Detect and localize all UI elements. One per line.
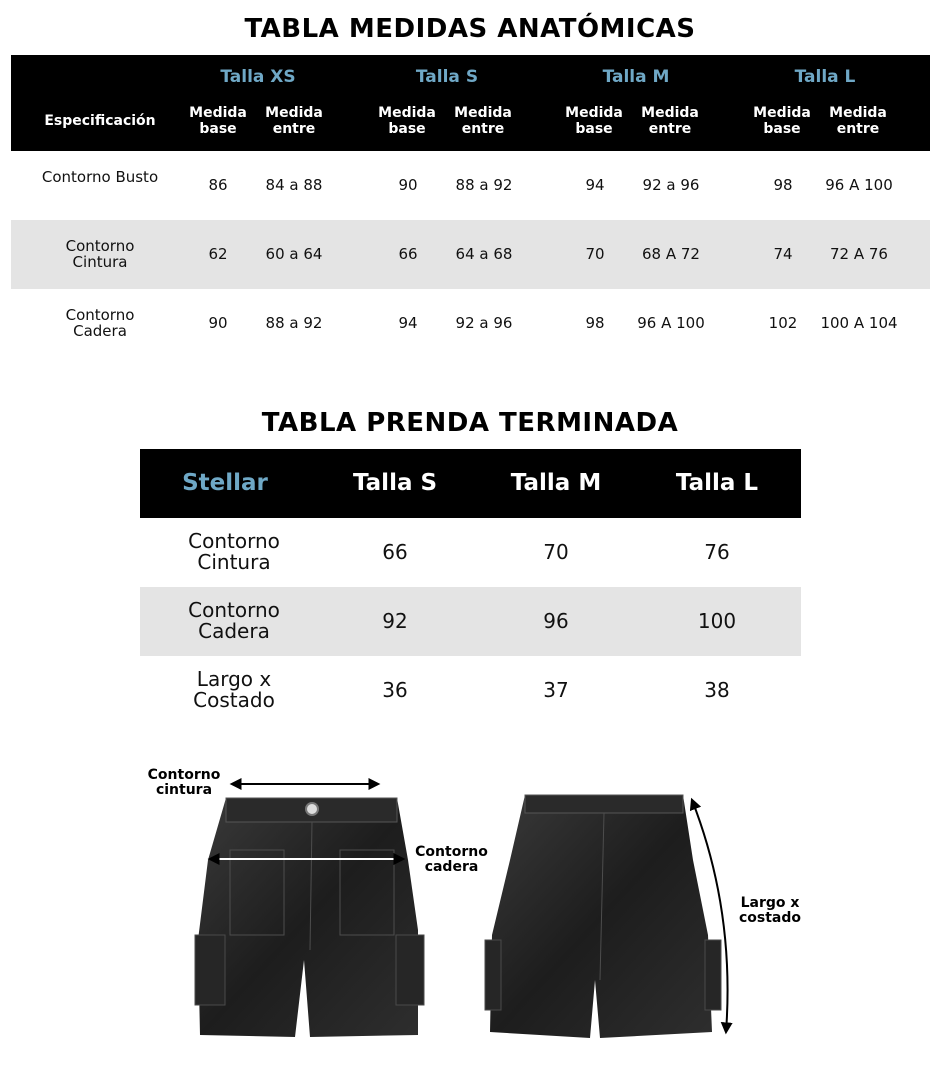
shorts-front <box>195 798 424 1037</box>
cell-value: 94 <box>585 176 605 194</box>
cell-value: 76 <box>704 540 730 564</box>
sub-header-range: Medida entre <box>829 105 887 137</box>
sub-header-base: Medida base <box>189 105 247 137</box>
size-header-l: Talla L <box>794 67 856 87</box>
size-header-l: Talla L <box>675 470 759 496</box>
row-spec: Contorno Cadera <box>65 306 135 340</box>
cell-value: 70 <box>543 540 569 564</box>
cell-value: 100 A 104 <box>820 314 898 332</box>
cell-value: 96 A 100 <box>637 314 705 332</box>
size-header-s: Talla S <box>415 67 479 87</box>
size-header-s: Talla S <box>352 470 438 496</box>
cell-value: 72 A 76 <box>830 245 888 263</box>
button-icon <box>306 803 318 815</box>
cell-value: 62 <box>208 245 228 263</box>
cell-value: 92 <box>382 609 408 633</box>
table-row <box>11 289 930 358</box>
cell-value: 92 a 96 <box>455 314 513 332</box>
size-header-m: Talla M <box>510 470 602 496</box>
table-row <box>140 656 801 725</box>
anatomical-table-header <box>11 55 930 151</box>
cell-value: 96 <box>543 609 569 633</box>
cell-value: 102 <box>768 314 798 332</box>
table-row <box>140 587 801 656</box>
cell-value: 90 <box>398 176 418 194</box>
cell-value: 66 <box>382 540 408 564</box>
cell-value: 74 <box>773 245 793 263</box>
finished-garment-table-header <box>140 449 801 518</box>
row-spec: Contorno Cintura <box>188 529 280 574</box>
table-row <box>140 518 801 587</box>
row-spec: Contorno Cintura <box>65 237 135 271</box>
cell-value: 98 <box>585 314 605 332</box>
finished-garment-table-title: TABLA PRENDA TERMINADA <box>261 408 679 438</box>
cell-value: 70 <box>585 245 605 263</box>
cell-value: 64 a 68 <box>455 245 513 263</box>
cell-value: 86 <box>208 176 228 194</box>
cell-value: 84 a 88 <box>265 176 323 194</box>
sub-header-range: Medida entre <box>454 105 512 137</box>
row-spec: Contorno Cadera <box>188 598 280 643</box>
row-spec: Contorno Busto <box>41 168 159 186</box>
cell-value: 90 <box>208 314 228 332</box>
table-row <box>11 151 930 220</box>
cell-value: 37 <box>543 678 569 702</box>
sub-header-range: Medida entre <box>265 105 323 137</box>
cell-value: 38 <box>704 678 730 702</box>
cell-value: 96 A 100 <box>825 176 893 194</box>
spec-header: Especificación <box>44 113 156 129</box>
cell-value: 88 a 92 <box>455 176 513 194</box>
sub-header-base: Medida base <box>565 105 623 137</box>
annotation-hip: Contorno cadera <box>415 844 488 875</box>
cell-value: 94 <box>398 314 418 332</box>
shorts-back <box>485 795 721 1038</box>
size-header-xs: Talla XS <box>220 67 296 87</box>
size-header-m: Talla M <box>602 67 670 87</box>
sub-header-base: Medida base <box>753 105 811 137</box>
annotation-length: Largo x costado <box>738 895 802 926</box>
table-row <box>11 220 930 289</box>
cell-value: 60 a 64 <box>265 245 323 263</box>
sub-header-range: Medida entre <box>641 105 699 137</box>
cell-value: 98 <box>773 176 793 194</box>
cell-value: 66 <box>398 245 418 263</box>
cell-value: 36 <box>382 678 408 702</box>
brand-label: Stellar <box>182 470 268 496</box>
row-spec: Largo x Costado <box>193 667 275 712</box>
cell-value: 100 <box>697 609 737 633</box>
cell-value: 92 a 96 <box>642 176 700 194</box>
sub-header-base: Medida base <box>378 105 436 137</box>
annotation-waist: Contorno cintura <box>147 767 221 798</box>
cell-value: 88 a 92 <box>265 314 323 332</box>
cell-value: 68 A 72 <box>642 245 700 263</box>
anatomical-table-title: TABLA MEDIDAS ANATÓMICAS <box>244 14 696 44</box>
